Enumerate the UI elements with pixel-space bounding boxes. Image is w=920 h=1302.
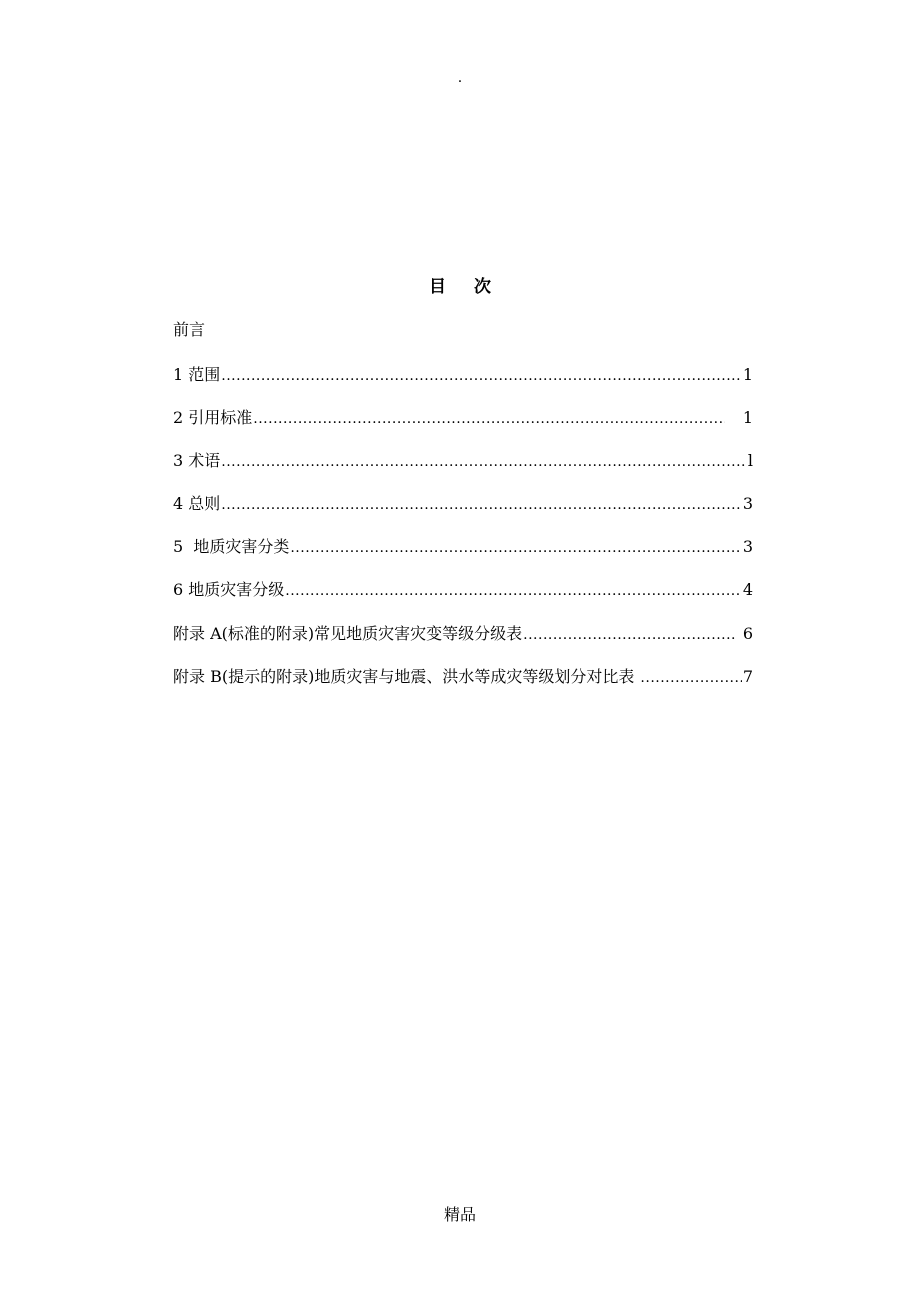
toc-entry-scope[interactable] <box>173 363 753 387</box>
toc-dot-leader <box>640 666 741 689</box>
toc-entry-page: 1 <box>742 365 753 384</box>
toc-entry-label: 2 引用标准 <box>173 408 253 427</box>
toc-entry-page: 3 <box>742 494 753 513</box>
header-mark: . <box>457 70 463 86</box>
toc-dot-leader <box>221 364 742 387</box>
toc-dot-leader <box>221 450 747 473</box>
toc-entry-label: 附录 B(提示的附录)地质灾害与地震、洪水等成灾等级划分对比表 <box>173 667 640 686</box>
toc-title: 目次 <box>429 277 519 297</box>
toc-dot-leader <box>290 536 741 559</box>
toc-entry-general[interactable] <box>173 492 753 516</box>
toc-entry-label: 1 范围 <box>173 365 221 384</box>
toc-entry-page: 4 <box>742 580 753 599</box>
toc-entry-label: 3 术语 <box>173 451 221 470</box>
toc-entry-preface[interactable] <box>173 318 753 342</box>
toc-entry-appendix-a[interactable] <box>173 622 753 646</box>
toc-entry-label: 前言 <box>173 320 206 339</box>
toc-dot-leader <box>253 407 725 430</box>
toc-entry-label: 4 总则 <box>173 494 221 513</box>
footer-label: 精品 <box>443 1205 476 1224</box>
toc-entry-classification[interactable] <box>173 535 753 559</box>
toc-dot-leader <box>523 623 737 646</box>
toc-entry-grading[interactable] <box>173 578 753 602</box>
toc-entry-page: l <box>747 451 753 470</box>
toc-entry-references[interactable] <box>173 406 753 430</box>
toc-entry-page: 7 <box>742 667 753 686</box>
toc-entry-label: 5 地质灾害分类 <box>173 537 290 556</box>
toc-entry-label: 6 地质灾害分级 <box>173 580 285 599</box>
toc-entry-appendix-b[interactable] <box>173 665 753 689</box>
toc-dot-leader <box>221 493 742 516</box>
toc-entry-page: 3 <box>742 537 753 556</box>
toc-entry-page: 1 <box>742 408 753 427</box>
toc-entry-terms[interactable] <box>173 449 753 473</box>
toc-entry-label: 附录 A(标准的附录)常见地质灾害灾变等级分级表 <box>173 624 523 643</box>
toc-dot-leader <box>285 579 742 602</box>
toc-entry-page: 6 <box>742 624 753 643</box>
